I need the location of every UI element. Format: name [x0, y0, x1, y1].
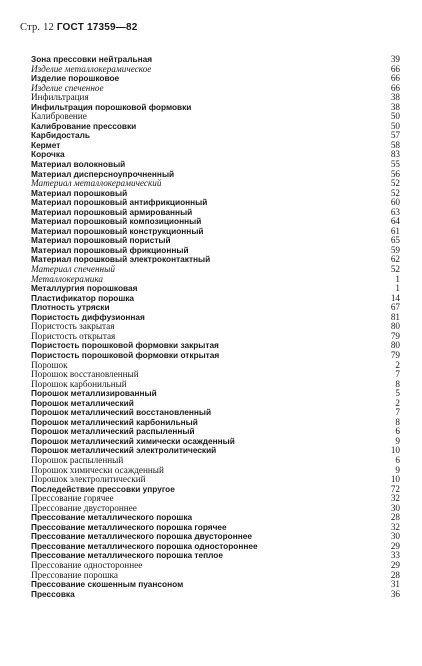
- index-term: Материал дисперсноупрочненный: [31, 169, 175, 179]
- index-page-number: 10: [390, 474, 400, 485]
- index-page-number: 36: [390, 588, 400, 599]
- index-term: Прессование металлического порошка двустороннее: [31, 532, 252, 542]
- index-page-number: 65: [390, 235, 400, 246]
- index-entry: [31, 418, 400, 428]
- index-term: Последействие прессовки упругое: [31, 484, 175, 494]
- index-term: Порошок металлический: [31, 398, 134, 408]
- index-term: Калибрование прессовки: [31, 121, 137, 131]
- page-number: Стр. 12: [20, 22, 54, 33]
- index-term: Материал порошковый: [31, 188, 128, 198]
- index-page-number: 32: [390, 493, 400, 504]
- index-entry: [31, 303, 400, 313]
- index-term: Порошок химически осажденный: [31, 465, 164, 475]
- index-term: Материал порошковый антифрикционный: [31, 198, 208, 208]
- index-entry: [31, 408, 400, 418]
- index-page-number: 9: [395, 435, 400, 446]
- index-term: Порошок: [31, 360, 68, 370]
- index-term: Порошок распыленный: [31, 455, 124, 465]
- index-page-number: 80: [390, 340, 400, 351]
- index-page-number: 63: [390, 206, 400, 217]
- index-page-number: 55: [390, 159, 400, 170]
- index-term: Порошок металлический восстановленный: [31, 408, 212, 418]
- index-term: Пластификатор порошка: [31, 293, 135, 303]
- index-page-number: 1: [395, 283, 400, 294]
- index-page-number: 5: [395, 388, 400, 399]
- index-term: Порошок металлический распыленный: [31, 427, 195, 437]
- index-entry: [31, 179, 400, 189]
- index-page-number: 30: [390, 531, 400, 542]
- index-page-number: 59: [390, 244, 400, 255]
- index-entry: [31, 494, 400, 504]
- index-term: Инфильтрация порошковой формовки: [31, 102, 192, 112]
- index-page-number: 28: [390, 512, 400, 523]
- index-term: Порошок металлизированный: [31, 389, 157, 399]
- index-entry: [31, 236, 400, 246]
- index-page-number: 6: [395, 454, 400, 465]
- index-term: Изделие металлокерамическое: [31, 64, 152, 74]
- index-entry: [31, 131, 400, 141]
- index-term: Прессование металлического порошка одностороннее: [31, 541, 258, 551]
- index-entry: [31, 437, 400, 447]
- index-entry: [31, 103, 400, 113]
- index-term: Материал порошковый электроконтактный: [31, 255, 211, 265]
- index-entry: [31, 580, 400, 590]
- index-page-number: 50: [390, 111, 400, 122]
- index-term: Прессование одностороннее: [31, 560, 143, 570]
- index-entry: [31, 112, 400, 122]
- term-index-list: [31, 55, 400, 599]
- index-page-number: 30: [390, 502, 400, 513]
- index-term: Пористость закрытая: [31, 322, 115, 332]
- index-term: Прессование скошенным пуансоном: [31, 580, 184, 590]
- index-entry: [31, 361, 400, 371]
- index-entry: [31, 208, 400, 218]
- index-term: Металлургия порошковая: [31, 284, 138, 294]
- index-entry: [31, 466, 400, 476]
- index-page-number: 29: [390, 559, 400, 570]
- index-page-number: 8: [395, 378, 400, 389]
- index-page-number: 14: [390, 292, 400, 303]
- index-term: Изделие спеченное: [31, 83, 104, 93]
- index-entry: [31, 427, 400, 437]
- index-term: Карбидосталь: [31, 131, 90, 141]
- index-page-number: 39: [390, 54, 400, 64]
- index-page-number: 52: [390, 178, 400, 189]
- index-term: Прессование металлического порошка: [31, 513, 193, 523]
- index-term: Материал порошковый фрикционный: [31, 245, 189, 255]
- index-entry: [31, 246, 400, 256]
- index-term: Прессовка: [31, 589, 75, 599]
- index-page-number: 56: [390, 168, 400, 179]
- index-entry: [31, 446, 400, 456]
- index-page-number: 61: [390, 225, 400, 236]
- index-entry: [31, 313, 400, 323]
- index-entry: [31, 170, 400, 180]
- index-page-number: 66: [390, 82, 400, 93]
- index-page-number: 57: [390, 130, 400, 141]
- index-term: Пористость открытая: [31, 331, 116, 341]
- index-entry: [31, 513, 400, 523]
- index-page-number: 38: [390, 92, 400, 103]
- index-term: Порошок электролитический: [31, 475, 146, 485]
- index-page-number: 66: [390, 63, 400, 74]
- index-term: Плотность утряски: [31, 303, 110, 313]
- index-term: Калибровение: [31, 112, 87, 122]
- index-page-number: 2: [395, 359, 400, 370]
- index-term: Порошок карбонильный: [31, 379, 127, 389]
- index-entry: [31, 160, 400, 170]
- index-term: Пористость порошковой формовки закрытая: [31, 341, 219, 351]
- index-entry: [31, 351, 400, 361]
- index-page-number: 33: [390, 550, 400, 561]
- index-page-number: 60: [390, 197, 400, 208]
- index-page-number: 83: [390, 149, 400, 160]
- index-page-number: 79: [390, 349, 400, 360]
- index-page-number: 81: [390, 311, 400, 322]
- index-entry: [31, 284, 400, 294]
- index-entry: [31, 217, 400, 227]
- index-page-number: 72: [390, 483, 400, 494]
- index-entry: [31, 399, 400, 409]
- index-term: Прессование двустороннее: [31, 503, 137, 513]
- index-page-number: 6: [395, 426, 400, 437]
- index-term: Материал порошковый пористый: [31, 236, 171, 246]
- index-entry: [31, 389, 400, 399]
- index-term: Материал порошковый конструкционный: [31, 226, 204, 236]
- index-term: Прессование порошка: [31, 570, 118, 580]
- index-entry: [31, 504, 400, 514]
- index-term: Зона прессовки нейтральная: [31, 55, 153, 64]
- index-page-number: 7: [395, 369, 400, 380]
- index-entry: [31, 65, 400, 75]
- index-entry: [31, 227, 400, 237]
- index-entry: [31, 189, 400, 199]
- index-term: Инфильтрация: [31, 93, 89, 103]
- index-entry: [31, 322, 400, 332]
- index-entry: [31, 485, 400, 495]
- index-term: Материал спеченный: [31, 265, 115, 275]
- index-term: Металлокерамика: [31, 274, 103, 284]
- index-entry: [31, 84, 400, 94]
- index-term: Материал порошковый композиционный: [31, 217, 202, 227]
- index-entry: [31, 294, 400, 304]
- index-term: Порошок восстановленный: [31, 370, 139, 380]
- index-entry: [31, 341, 400, 351]
- index-page-number: 52: [390, 187, 400, 198]
- index-page-number: 32: [390, 521, 400, 532]
- index-page-number: 29: [390, 540, 400, 551]
- index-entry: [31, 332, 400, 342]
- index-page-number: 1: [395, 273, 400, 284]
- index-term: Прессование металлического порошка теплое: [31, 551, 223, 561]
- index-term: Материал волокновый: [31, 160, 126, 170]
- page-header: [20, 22, 138, 33]
- index-entry: [31, 93, 400, 103]
- index-entry: [31, 265, 400, 275]
- index-entry: [31, 456, 400, 466]
- index-page-number: 7: [395, 407, 400, 418]
- index-term: Кермет: [31, 140, 61, 150]
- index-term: Корочка: [31, 150, 65, 160]
- index-page-number: 79: [390, 330, 400, 341]
- index-entry: [31, 590, 400, 600]
- index-page-number: 50: [390, 120, 400, 131]
- index-page-number: 2: [395, 397, 400, 408]
- index-entry: [31, 475, 400, 485]
- index-term: Пористость порошковой формовки открытая: [31, 350, 220, 360]
- standard-title: ГОСТ 17359—82: [56, 22, 138, 33]
- index-page-number: 52: [390, 264, 400, 275]
- index-term: Пористость диффузионная: [31, 312, 145, 322]
- index-entry: [31, 122, 400, 132]
- index-page-number: 38: [390, 101, 400, 112]
- index-page-number: 28: [390, 569, 400, 580]
- index-term: Материал порошковый армированный: [31, 207, 193, 217]
- index-page-number: 31: [390, 579, 400, 590]
- index-term: Материал металлокерамический: [31, 179, 162, 189]
- index-entry: [31, 561, 400, 571]
- index-term: Изделие порошковое: [31, 74, 120, 84]
- index-entry: [31, 55, 400, 65]
- index-page-number: 80: [390, 321, 400, 332]
- index-page-number: 9: [395, 464, 400, 475]
- index-entry: [31, 150, 400, 160]
- index-entry: [31, 532, 400, 542]
- index-entry: [31, 571, 400, 581]
- index-entry: [31, 74, 400, 84]
- index-page-number: 64: [390, 216, 400, 227]
- index-term: Прессование металлического порошка горячее: [31, 522, 227, 532]
- index-entry: [31, 275, 400, 285]
- index-entry: [31, 198, 400, 208]
- index-entry: [31, 255, 400, 265]
- index-entry: [31, 551, 400, 561]
- index-page-number: 66: [390, 73, 400, 84]
- index-entry: [31, 542, 400, 552]
- index-term: Прессование горячее: [31, 494, 114, 504]
- index-term: Порошок металлический электролитический: [31, 446, 217, 456]
- index-entry: [31, 380, 400, 390]
- index-page-number: 58: [390, 139, 400, 150]
- index-entry: [31, 141, 400, 151]
- index-page-number: 62: [390, 254, 400, 265]
- index-term: Порошок металлический химически осажденный: [31, 436, 235, 446]
- index-page-number: 67: [390, 302, 400, 313]
- index-entry: [31, 523, 400, 533]
- index-term: Порошок металлический карбонильный: [31, 417, 198, 427]
- index-entry: [31, 370, 400, 380]
- index-page-number: 8: [395, 416, 400, 427]
- index-page-number: 10: [390, 445, 400, 456]
